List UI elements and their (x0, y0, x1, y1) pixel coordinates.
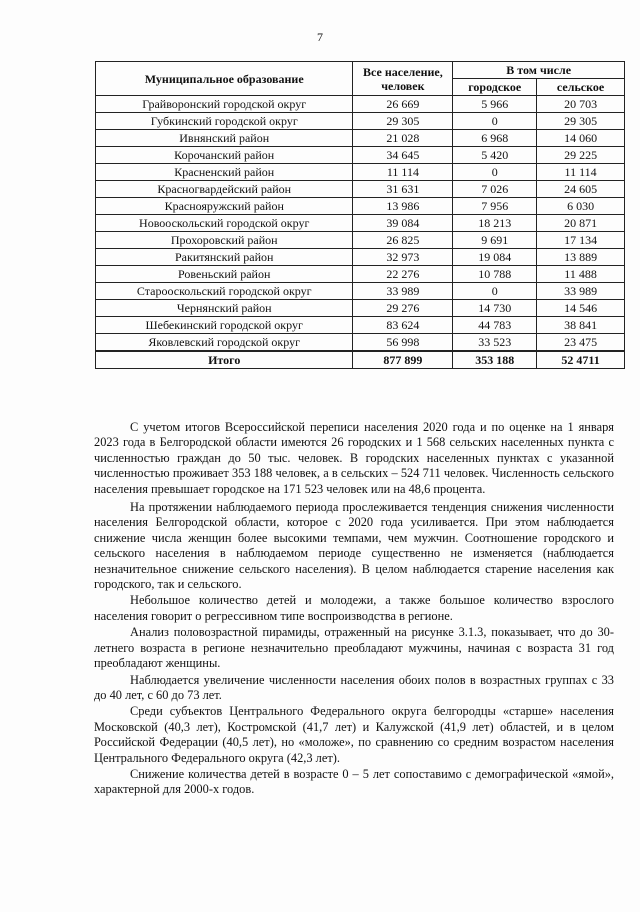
table-row (96, 181, 625, 198)
header-rural: сельское (537, 79, 625, 96)
table-row (96, 96, 625, 113)
table-row (96, 198, 625, 215)
cell-rural: 11 114 (537, 164, 625, 181)
cell-total: 11 114 (353, 164, 453, 181)
cell-rural: 20 703 (537, 96, 625, 113)
table-body (96, 96, 625, 369)
table-row (96, 283, 625, 300)
cell-rural: 29 225 (537, 147, 625, 164)
cell-municipality: Корочанский район (96, 147, 353, 164)
cell-urban: 0 (453, 113, 537, 130)
total-population: 877 899 (353, 351, 453, 369)
cell-rural: 17 134 (537, 232, 625, 249)
cell-total: 34 645 (353, 147, 453, 164)
total-label: Итого (96, 351, 353, 369)
page-number: 7 (317, 30, 323, 44)
cell-total: 26 825 (353, 232, 453, 249)
cell-municipality: Чернянский район (96, 300, 353, 317)
cell-municipality: Губкинский городской округ (96, 113, 353, 130)
population-table (95, 61, 625, 369)
paragraph: Анализ половозрастной пирамиды, отраженный на рисунке 3.1.3, показывает, что до 30-летнего возраста в регионе незначительно преобладают мужчины, начиная с возраста 31 год преобладают женщины. (94, 625, 614, 671)
table-row (96, 130, 625, 147)
header-including: В том числе (453, 62, 625, 79)
paragraph: С учетом итогов Всероссийской переписи населения 2020 года и по оценке на 1 января 2023 года в Белгородской области имеются 26 городских и 1 568 сельских населенных пункта с численностью граждан до 50 тыс. человек. В городских населенных пунктах с указанной численностью проживает 353 188 человек, а в сельских – 524 711 человек. Численность сельского населения превышает городское на 171 523 человек или на 48,6 процента. (94, 420, 614, 496)
cell-rural: 38 841 (537, 317, 625, 334)
cell-rural: 24 605 (537, 181, 625, 198)
cell-municipality: Краснояружский район (96, 198, 353, 215)
table-row (96, 147, 625, 164)
total-urban: 353 188 (453, 351, 537, 369)
paragraph: На протяжении наблюдаемого периода прослеживается тенденция снижения численности населения Белгородской области, которое с 2020 года усиливается. При этом наблюдается снижение числа женщин более высокими темпами, чем мужчин. Соотношение городского и сельского населения в наблюдаемом периоде существенно не изменяется (наблюдается незначительное снижение сельского населения). В целом наблюдается старение населения как городского, так и сельского. (94, 500, 614, 592)
cell-urban: 5 420 (453, 147, 537, 164)
cell-total: 29 305 (353, 113, 453, 130)
paragraph: Снижение количества детей в возрасте 0 – 5 лет сопоставимо с демографической «ямой», характерной для 2000-х годов. (94, 766, 614, 797)
cell-urban: 7 956 (453, 198, 537, 215)
cell-total: 39 084 (353, 215, 453, 232)
cell-municipality: Яковлевский городской округ (96, 334, 353, 352)
cell-total: 56 998 (353, 334, 453, 352)
cell-total: 31 631 (353, 181, 453, 198)
cell-rural: 6 030 (537, 198, 625, 215)
table-row (96, 334, 625, 352)
cell-urban: 6 968 (453, 130, 537, 147)
cell-total: 26 669 (353, 96, 453, 113)
table-row (96, 249, 625, 266)
cell-urban: 0 (453, 283, 537, 300)
cell-municipality: Ровеньский район (96, 266, 353, 283)
cell-rural: 14 546 (537, 300, 625, 317)
cell-urban: 19 084 (453, 249, 537, 266)
cell-urban: 10 788 (453, 266, 537, 283)
cell-urban: 7 026 (453, 181, 537, 198)
cell-municipality: Грайворонский городской округ (96, 96, 353, 113)
cell-total: 13 986 (353, 198, 453, 215)
cell-municipality: Шебекинский городской округ (96, 317, 353, 334)
cell-municipality: Ивнянский район (96, 130, 353, 147)
paragraph: Небольшое количество детей и молодежи, а также большое количество взрослого населения говорит о регрессивном типе воспроизводства в регионе. (94, 593, 614, 623)
cell-municipality: Новооскольский городской округ (96, 215, 353, 232)
cell-total: 83 624 (353, 317, 453, 334)
table-row (96, 266, 625, 283)
table-row (96, 300, 625, 317)
table-row (96, 164, 625, 181)
cell-rural: 20 871 (537, 215, 625, 232)
cell-urban: 18 213 (453, 215, 537, 232)
table-row (96, 232, 625, 249)
paragraph: Наблюдается увеличение численности населения обоих полов в возрастных группах с 33 до 40 лет, с 60 до 73 лет. (94, 672, 614, 702)
cell-municipality: Ракитянский район (96, 249, 353, 266)
table-total-row (96, 351, 625, 369)
paragraph: Среди субъектов Центрального Федерального округа белгородцы «старше» населения Московской (40,3 лет), Костромской (41,7 лет) и Калужской (41,9 лет) областей, и в целом Российской Федерации (40,5 лет), но «моложе», по сравнению со средним возрастом населения Центрального Федерального округа (42,3 лет). (94, 704, 614, 765)
cell-urban: 44 783 (453, 317, 537, 334)
table-row (96, 317, 625, 334)
header-urban: городское (453, 79, 537, 96)
cell-municipality: Прохоровский район (96, 232, 353, 249)
cell-rural: 11 488 (537, 266, 625, 283)
cell-urban: 9 691 (453, 232, 537, 249)
cell-municipality: Старооскольский городской округ (96, 283, 353, 300)
cell-urban: 0 (453, 164, 537, 181)
body-text (94, 420, 614, 799)
header-municipality: Муниципальное образование (96, 62, 353, 96)
cell-municipality: Красногвардейский район (96, 181, 353, 198)
cell-total: 33 989 (353, 283, 453, 300)
cell-rural: 23 475 (537, 334, 625, 352)
cell-total: 22 276 (353, 266, 453, 283)
cell-rural: 13 889 (537, 249, 625, 266)
cell-urban: 14 730 (453, 300, 537, 317)
header-total-population: Все население, человек (353, 62, 453, 96)
cell-rural: 14 060 (537, 130, 625, 147)
cell-rural: 33 989 (537, 283, 625, 300)
table-row (96, 113, 625, 130)
cell-total: 29 276 (353, 300, 453, 317)
total-rural: 52 4711 (537, 351, 625, 369)
table-header-row (96, 62, 625, 79)
cell-municipality: Красненский район (96, 164, 353, 181)
cell-total: 21 028 (353, 130, 453, 147)
table-row (96, 215, 625, 232)
cell-total: 32 973 (353, 249, 453, 266)
cell-urban: 5 966 (453, 96, 537, 113)
cell-urban: 33 523 (453, 334, 537, 352)
cell-rural: 29 305 (537, 113, 625, 130)
